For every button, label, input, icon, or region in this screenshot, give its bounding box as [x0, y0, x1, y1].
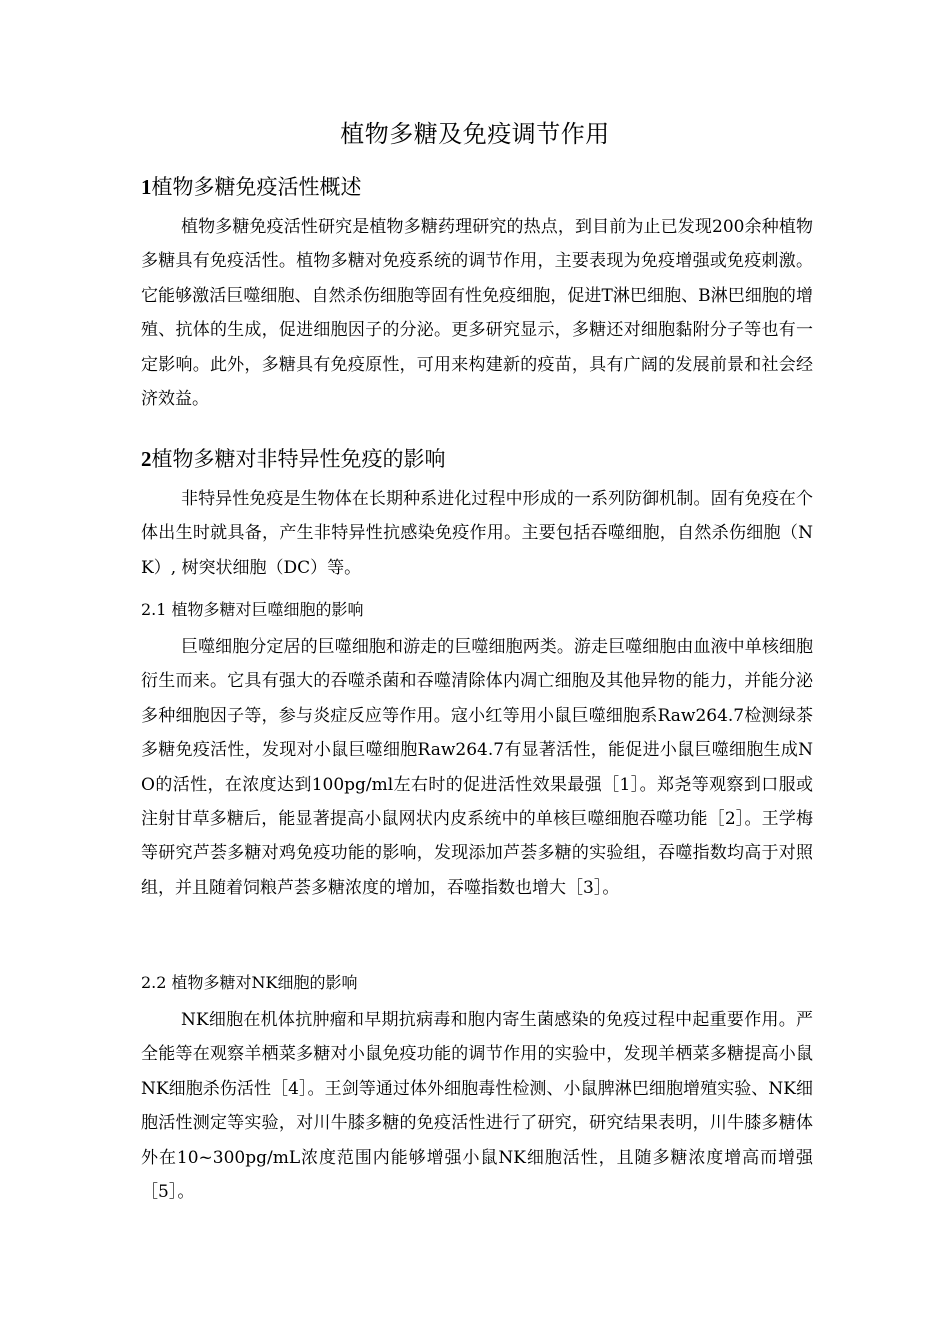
section-1-heading [141, 172, 362, 202]
section-2-paragraph: 非特异性免疫是生物体在长期种系进化过程中形成的一系列防御机制。固有免疫在个体出生时就具备，产生非特异性抗感染免疫作用。主要包括吞噬细胞，自然杀伤细胞（NK）, 树突状细胞（DC）等。 [141, 489, 813, 578]
section-2-heading-text: 植物多糖对非特异性免疫的影响 [151, 447, 446, 471]
section-1-number: 1 [141, 175, 152, 199]
section-1-heading-text: 植物多糖免疫活性概述 [151, 175, 362, 199]
section-2-heading [141, 444, 446, 474]
subsection-2-2-heading: 2.2 植物多糖对NK细胞的影响 [141, 973, 358, 992]
section-2-number: 2 [141, 447, 152, 471]
subsection-2-1-paragraph: 巨噬细胞分定居的巨噬细胞和游走的巨噬细胞两类。游走巨噬细胞由血液中单核细胞衍生而来。它具有强大的吞噬杀菌和吞噬清除体内凋亡细胞及其他异物的能力，并能分泌多种细胞因子等，参与炎症反应等作用。寇小红等用小鼠巨噬细胞系Raw264.7检测绿茶多糖免疫活性，发现对小鼠巨噬细胞Raw264.7有显著活性，能促进小鼠巨噬细胞生成NO的活性，在浓度达到100pg/ml左右时的促进活性效果最强［1］。郑尧等观察到口服或注射甘草多糖后，能显著提高小鼠网状内皮系统中的单核巨噬细胞吞噬功能［2］。王学梅等研究芦荟多糖对鸡免疫功能的影响，发现添加芦荟多糖的实验组，吞噬指数均高于对照组，并且随着饲粮芦荟多糖浓度的增加，吞噬指数也增大［3］。 [141, 637, 813, 898]
document-title: 植物多糖及免疫调节作用 [340, 120, 610, 148]
subsection-2-2-paragraph: NK细胞在机体抗肿瘤和早期抗病毒和胞内寄生菌感染的免疫过程中起重要作用。严全能等在观察羊栖菜多糖对小鼠免疫功能的调节作用的实验中，发现羊栖菜多糖提高小鼠NK细胞杀伤活性［4］。王剑等通过体外细胞毒性检测、小鼠脾淋巴细胞增殖实验、NK细胞活性测定等实验，对川牛膝多糖的免疫活性进行了研究，研究结果表明，川牛膝多糖体外在10~300pg/mL浓度范围内能够增强小鼠NK细胞活性，且随多糖浓度增高而增强［5］。 [141, 1010, 813, 1203]
section-1-paragraph: 植物多糖免疫活性研究是植物多糖药理研究的热点，到目前为止已发现200余种植物多糖具有免疫活性。植物多糖对免疫系统的调节作用，主要表现为免疫增强或免疫刺激。它能够激活巨噬细胞、自然杀伤细胞等固有性免疫细胞，促进T淋巴细胞、B淋巴细胞的增殖、抗体的生成，促进细胞因子的分泌。更多研究显示，多糖还对细胞黏附分子等也有一定影响。此外，多糖具有免疫原性，可用来构建新的疫苗，具有广阔的发展前景和社会经济效益。 [141, 217, 813, 410]
subsection-2-1-heading: 2.1 植物多糖对巨噬细胞的影响 [141, 600, 364, 619]
